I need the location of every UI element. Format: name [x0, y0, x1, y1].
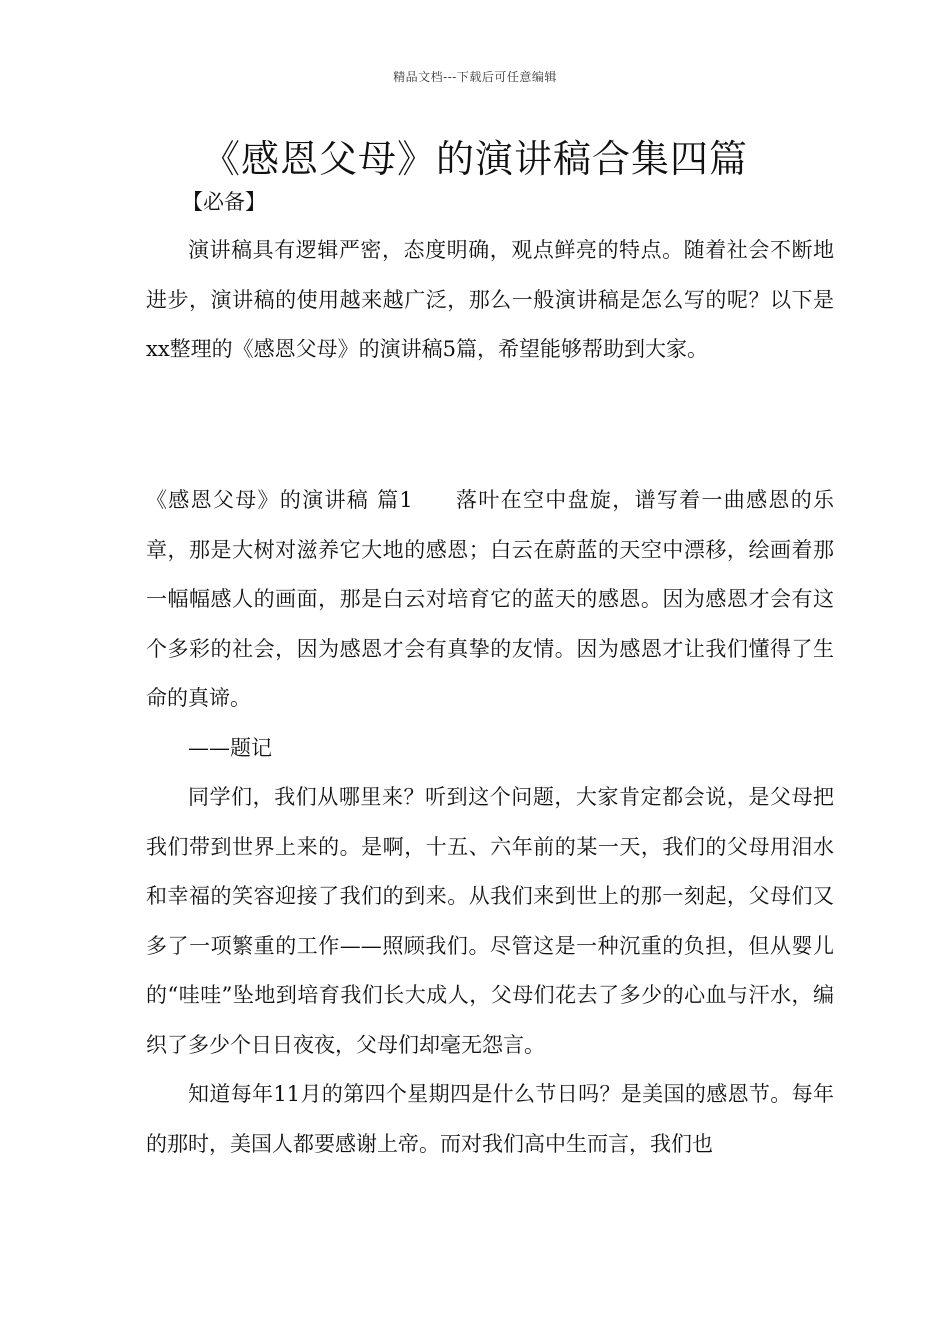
section-1	[146, 476, 834, 1169]
section-1-epigraph: ——题记	[188, 735, 272, 760]
section-1-opening: 落叶在空中盘旋，谱写着一曲感恩的乐章，那是大树对滋养它大地的感恩；白云在蔚蓝的天空中漂移，绘画着那一幅幅感人的画面，那是白云对培育它的蓝天的感恩。因为感恩才会有这个多彩的社会，因为感恩才会有真挚的友情。因为感恩才让我们懂得了生命的真谛。	[146, 488, 834, 710]
section-1-paragraph-1: 同学们，我们从哪里来？听到这个问题，大家肯定都会说，是父母把我们带到世界上来的。是啊，十五、六年前的某一天，我们的父母用泪水和幸福的笑容迎接了我们的到来。从我们来到世上的那一刻起，父母们又多了一项繁重的工作——照顾我们。尽管这是一种沉重的负担，但从婴儿的“哇哇”坠地到培育我们长大成人，父母们花去了多少的心血与汗水，编织了多少个日日夜夜，父母们却毫无怨言。	[146, 785, 834, 1057]
document-tag: 【必备】	[182, 190, 266, 214]
header-note: 精品文档---下载后可任意编辑	[393, 70, 557, 84]
intro-paragraph	[146, 226, 834, 375]
document-title: 《感恩父母》的演讲稿合集四篇	[201, 137, 748, 181]
section-1-paragraph-2: 知道每年11月的第四个星期四是什么节日吗？是美国的感恩节。每年的那时，美国人都要感谢上帝。而对我们高中生而言，我们也	[146, 1082, 834, 1156]
section-1-heading: 《感恩父母》的演讲稿 篇1	[146, 488, 413, 512]
intro-text: 演讲稿具有逻辑严密，态度明确，观点鲜亮的特点。随着社会不断地进步，演讲稿的使用越来越广泛，那么一般演讲稿是怎么写的呢？以下是xx整理的《感恩父母》的演讲稿5篇，希望能够帮助到大家。	[146, 238, 834, 361]
section-1-opening-paragraph	[146, 476, 834, 724]
